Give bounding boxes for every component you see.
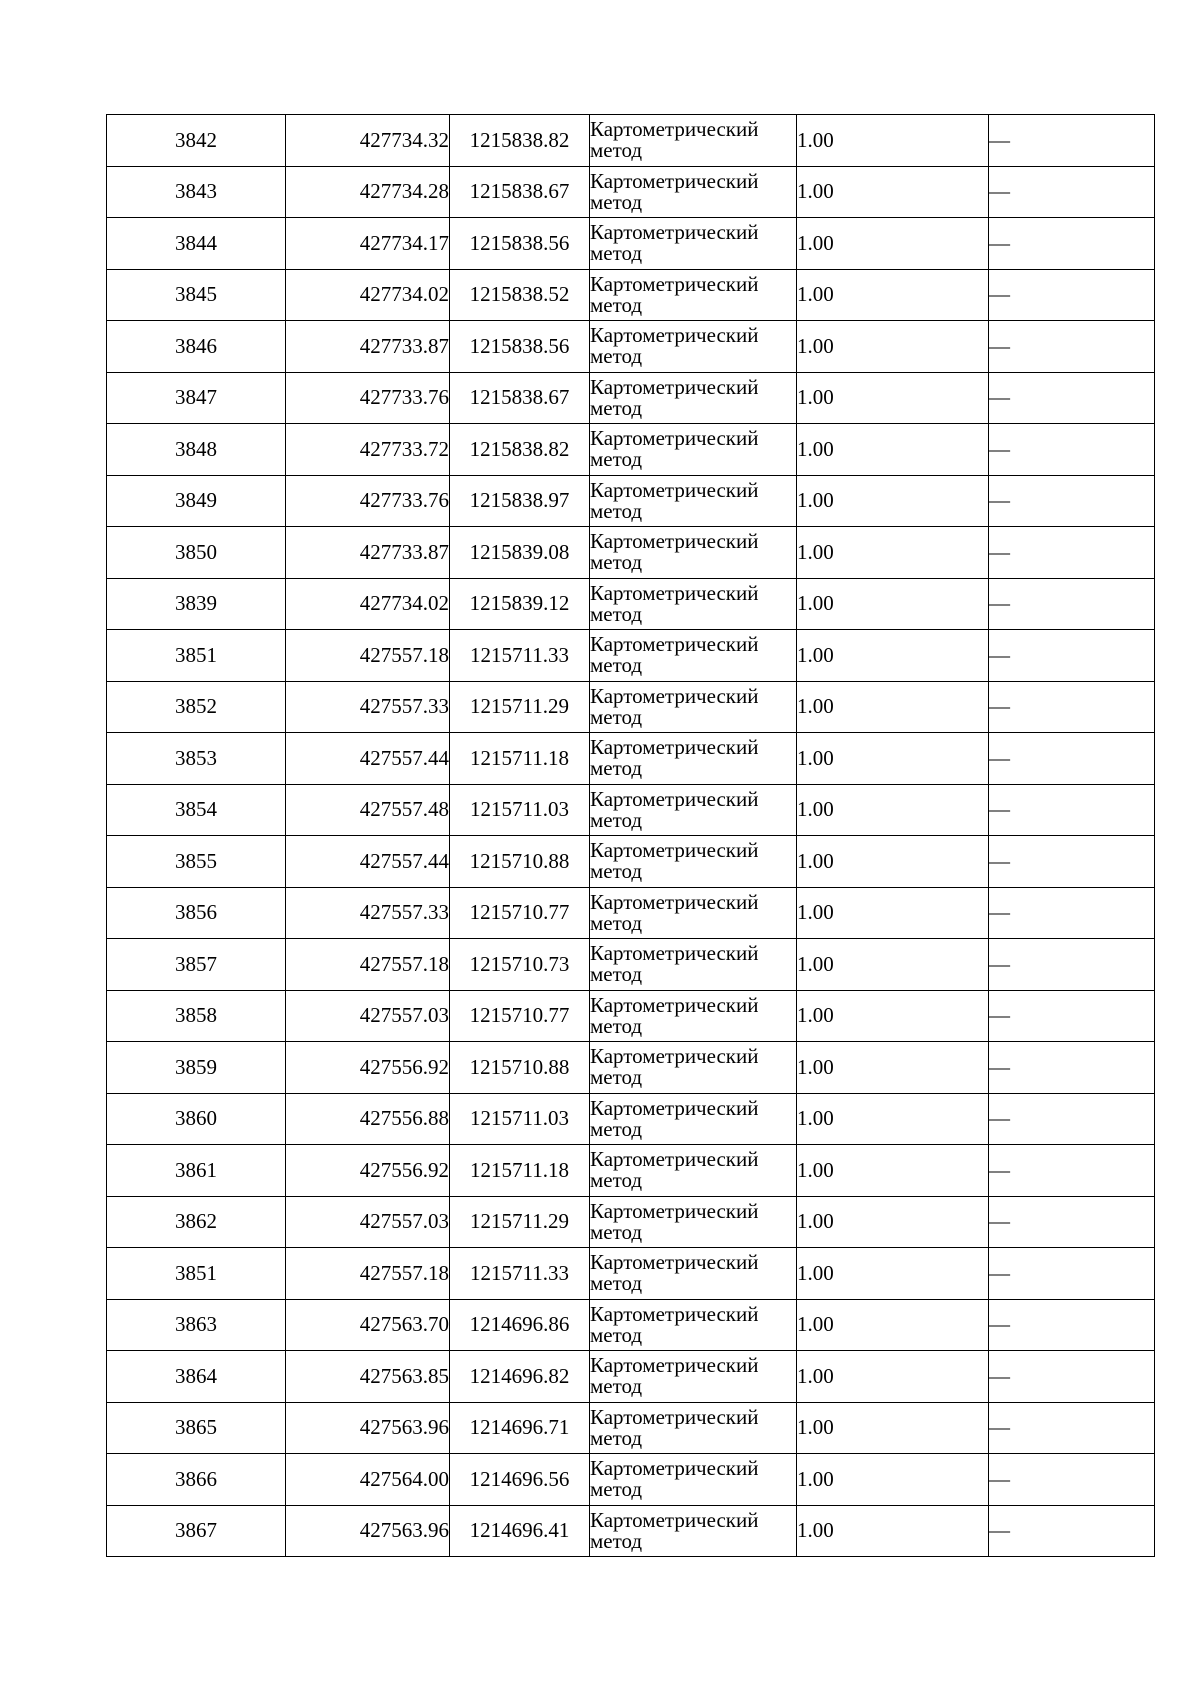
description-cell: — (989, 1505, 1155, 1557)
method-cell (590, 372, 797, 424)
method-cell (590, 1042, 797, 1094)
method-line-2: метод (590, 859, 643, 884)
method-cell (590, 1196, 797, 1248)
y-coordinate-cell: 1215711.33 (450, 1248, 590, 1300)
method-cell (590, 1402, 797, 1454)
description-cell: — (989, 681, 1155, 733)
point-number-cell: 3846 (107, 321, 286, 373)
point-number-cell: 3848 (107, 424, 286, 476)
method-line-1: Картометрический (590, 426, 759, 451)
method-line-1: Картометрический (590, 889, 759, 914)
description-cell: — (989, 1351, 1155, 1403)
table-row (107, 784, 1155, 836)
accuracy-cell: 1.00 (797, 115, 989, 167)
method-cell (590, 1299, 797, 1351)
y-coordinate-cell: 1215710.88 (450, 836, 590, 888)
y-coordinate-cell: 1214696.71 (450, 1402, 590, 1454)
y-coordinate-cell: 1215711.18 (450, 1145, 590, 1197)
table-row (107, 166, 1155, 218)
accuracy-cell: 1.00 (797, 887, 989, 939)
x-coordinate-cell: 427563.70 (286, 1299, 450, 1351)
description-cell: — (989, 115, 1155, 167)
point-number-cell: 3842 (107, 115, 286, 167)
description-cell: — (989, 887, 1155, 939)
method-cell (590, 630, 797, 682)
coordinates-table-body (107, 115, 1155, 1557)
description-cell: — (989, 269, 1155, 321)
method-cell (590, 681, 797, 733)
point-number-cell: 3861 (107, 1145, 286, 1197)
table-row (107, 475, 1155, 527)
x-coordinate-cell: 427734.32 (286, 115, 450, 167)
x-coordinate-cell: 427557.44 (286, 836, 450, 888)
point-number-cell: 3851 (107, 1248, 286, 1300)
accuracy-cell: 1.00 (797, 1093, 989, 1145)
point-number-cell: 3847 (107, 372, 286, 424)
accuracy-cell: 1.00 (797, 1299, 989, 1351)
method-line-1: Картометрический (590, 1147, 759, 1172)
method-line-2: метод (590, 550, 643, 575)
x-coordinate-cell: 427563.85 (286, 1351, 450, 1403)
accuracy-cell: 1.00 (797, 372, 989, 424)
description-cell: — (989, 527, 1155, 579)
method-cell (590, 836, 797, 888)
description-cell: — (989, 1299, 1155, 1351)
description-cell: — (989, 990, 1155, 1042)
accuracy-cell: 1.00 (797, 1196, 989, 1248)
x-coordinate-cell: 427734.02 (286, 578, 450, 630)
x-coordinate-cell: 427557.03 (286, 990, 450, 1042)
x-coordinate-cell: 427557.18 (286, 939, 450, 991)
x-coordinate-cell: 427557.33 (286, 887, 450, 939)
method-line-1: Картометрический (590, 529, 759, 554)
method-line-1: Картометрический (590, 220, 759, 245)
point-number-cell: 3843 (107, 166, 286, 218)
accuracy-cell: 1.00 (797, 990, 989, 1042)
accuracy-cell: 1.00 (797, 578, 989, 630)
method-line-1: Картометрический (590, 941, 759, 966)
table-row (107, 321, 1155, 373)
y-coordinate-cell: 1215711.33 (450, 630, 590, 682)
method-line-1: Картометрический (590, 632, 759, 657)
method-line-1: Картометрический (590, 1353, 759, 1378)
x-coordinate-cell: 427556.88 (286, 1093, 450, 1145)
point-number-cell: 3862 (107, 1196, 286, 1248)
method-cell (590, 1145, 797, 1197)
x-coordinate-cell: 427733.76 (286, 372, 450, 424)
accuracy-cell: 1.00 (797, 939, 989, 991)
x-coordinate-cell: 427734.02 (286, 269, 450, 321)
method-cell (590, 1351, 797, 1403)
x-coordinate-cell: 427733.87 (286, 527, 450, 579)
y-coordinate-cell: 1215711.03 (450, 784, 590, 836)
y-coordinate-cell: 1215838.82 (450, 424, 590, 476)
x-coordinate-cell: 427557.18 (286, 630, 450, 682)
point-number-cell: 3855 (107, 836, 286, 888)
y-coordinate-cell: 1215711.03 (450, 1093, 590, 1145)
x-coordinate-cell: 427556.92 (286, 1145, 450, 1197)
accuracy-cell: 1.00 (797, 321, 989, 373)
method-line-1: Картометрический (590, 1404, 759, 1429)
x-coordinate-cell: 427564.00 (286, 1454, 450, 1506)
x-coordinate-cell: 427557.44 (286, 733, 450, 785)
method-line-1: Картометрический (590, 786, 759, 811)
method-line-1: Картометрический (590, 1301, 759, 1326)
table-row (107, 527, 1155, 579)
y-coordinate-cell: 1215839.12 (450, 578, 590, 630)
method-line-2: метод (590, 1116, 643, 1141)
method-line-1: Картометрический (590, 1095, 759, 1120)
description-cell: — (989, 372, 1155, 424)
method-line-2: метод (590, 189, 643, 214)
method-line-2: метод (590, 1322, 643, 1347)
method-line-2: метод (590, 1219, 643, 1244)
point-number-cell: 3867 (107, 1505, 286, 1557)
table-row (107, 1042, 1155, 1094)
y-coordinate-cell: 1215839.08 (450, 527, 590, 579)
description-cell: — (989, 1042, 1155, 1094)
method-line-1: Картометрический (590, 1507, 759, 1532)
description-cell: — (989, 1402, 1155, 1454)
y-coordinate-cell: 1215711.18 (450, 733, 590, 785)
method-line-2: метод (590, 395, 643, 420)
point-number-cell: 3854 (107, 784, 286, 836)
accuracy-cell: 1.00 (797, 1351, 989, 1403)
point-number-cell: 3844 (107, 218, 286, 270)
table-row (107, 218, 1155, 270)
method-line-2: метод (590, 910, 643, 935)
table-row (107, 372, 1155, 424)
method-line-1: Картометрический (590, 117, 759, 142)
description-cell: — (989, 733, 1155, 785)
accuracy-cell: 1.00 (797, 1248, 989, 1300)
coordinates-table (106, 114, 1155, 1557)
table-row (107, 1299, 1155, 1351)
point-number-cell: 3860 (107, 1093, 286, 1145)
y-coordinate-cell: 1215838.97 (450, 475, 590, 527)
point-number-cell: 3864 (107, 1351, 286, 1403)
method-line-2: метод (590, 1013, 643, 1038)
method-line-2: метод (590, 601, 643, 626)
point-number-cell: 3849 (107, 475, 286, 527)
method-line-2: метод (590, 1374, 643, 1399)
x-coordinate-cell: 427557.03 (286, 1196, 450, 1248)
method-line-2: метод (590, 447, 643, 472)
point-number-cell: 3853 (107, 733, 286, 785)
x-coordinate-cell: 427563.96 (286, 1402, 450, 1454)
method-line-1: Картометрический (590, 374, 759, 399)
table-row (107, 630, 1155, 682)
method-cell (590, 166, 797, 218)
method-cell (590, 939, 797, 991)
point-number-cell: 3857 (107, 939, 286, 991)
method-cell (590, 887, 797, 939)
method-line-1: Картометрический (590, 683, 759, 708)
description-cell: — (989, 424, 1155, 476)
method-cell (590, 115, 797, 167)
table-row (107, 269, 1155, 321)
method-line-2: метод (590, 138, 643, 163)
method-cell (590, 1505, 797, 1557)
point-number-cell: 3856 (107, 887, 286, 939)
table-row (107, 939, 1155, 991)
y-coordinate-cell: 1215710.88 (450, 1042, 590, 1094)
method-cell (590, 527, 797, 579)
method-line-2: метод (590, 653, 643, 678)
method-cell (590, 990, 797, 1042)
y-coordinate-cell: 1214696.56 (450, 1454, 590, 1506)
description-cell: — (989, 321, 1155, 373)
table-row (107, 990, 1155, 1042)
description-cell: — (989, 1454, 1155, 1506)
point-number-cell: 3863 (107, 1299, 286, 1351)
method-cell (590, 475, 797, 527)
x-coordinate-cell: 427733.76 (286, 475, 450, 527)
x-coordinate-cell: 427557.48 (286, 784, 450, 836)
accuracy-cell: 1.00 (797, 424, 989, 476)
point-number-cell: 3858 (107, 990, 286, 1042)
point-number-cell: 3850 (107, 527, 286, 579)
method-line-2: метод (590, 241, 643, 266)
y-coordinate-cell: 1214696.82 (450, 1351, 590, 1403)
accuracy-cell: 1.00 (797, 784, 989, 836)
accuracy-cell: 1.00 (797, 1402, 989, 1454)
y-coordinate-cell: 1215710.77 (450, 887, 590, 939)
y-coordinate-cell: 1215838.67 (450, 372, 590, 424)
y-coordinate-cell: 1215711.29 (450, 1196, 590, 1248)
description-cell: — (989, 475, 1155, 527)
method-line-2: метод (590, 344, 643, 369)
method-line-1: Картометрический (590, 992, 759, 1017)
method-line-2: метод (590, 498, 643, 523)
y-coordinate-cell: 1215838.56 (450, 218, 590, 270)
x-coordinate-cell: 427734.17 (286, 218, 450, 270)
table-row (107, 1402, 1155, 1454)
description-cell: — (989, 939, 1155, 991)
description-cell: — (989, 836, 1155, 888)
y-coordinate-cell: 1214696.41 (450, 1505, 590, 1557)
table-row (107, 836, 1155, 888)
method-line-2: метод (590, 807, 643, 832)
method-line-2: метод (590, 1477, 643, 1502)
method-cell (590, 1454, 797, 1506)
method-line-1: Картометрический (590, 1198, 759, 1223)
point-number-cell: 3839 (107, 578, 286, 630)
description-cell: — (989, 1196, 1155, 1248)
y-coordinate-cell: 1214696.86 (450, 1299, 590, 1351)
description-cell: — (989, 1145, 1155, 1197)
y-coordinate-cell: 1215838.52 (450, 269, 590, 321)
method-cell (590, 424, 797, 476)
table-row (107, 1248, 1155, 1300)
method-line-1: Картометрический (590, 580, 759, 605)
method-cell (590, 321, 797, 373)
method-line-1: Картометрический (590, 271, 759, 296)
point-number-cell: 3859 (107, 1042, 286, 1094)
x-coordinate-cell: 427733.72 (286, 424, 450, 476)
table-row (107, 424, 1155, 476)
method-line-2: метод (590, 1168, 643, 1193)
point-number-cell: 3851 (107, 630, 286, 682)
table-row (107, 1093, 1155, 1145)
accuracy-cell: 1.00 (797, 166, 989, 218)
method-line-2: метод (590, 704, 643, 729)
table-row (107, 1454, 1155, 1506)
point-number-cell: 3865 (107, 1402, 286, 1454)
method-cell (590, 733, 797, 785)
method-line-2: метод (590, 756, 643, 781)
point-number-cell: 3852 (107, 681, 286, 733)
x-coordinate-cell: 427734.28 (286, 166, 450, 218)
table-row (107, 887, 1155, 939)
description-cell: — (989, 1248, 1155, 1300)
point-number-cell: 3845 (107, 269, 286, 321)
method-line-1: Картометрический (590, 735, 759, 760)
table-row (107, 681, 1155, 733)
method-line-1: Картометрический (590, 477, 759, 502)
method-line-2: метод (590, 1271, 643, 1296)
accuracy-cell: 1.00 (797, 1505, 989, 1557)
accuracy-cell: 1.00 (797, 836, 989, 888)
accuracy-cell: 1.00 (797, 1454, 989, 1506)
method-cell (590, 1248, 797, 1300)
method-line-1: Картометрический (590, 1456, 759, 1481)
description-cell: — (989, 784, 1155, 836)
description-cell: — (989, 166, 1155, 218)
method-cell (590, 578, 797, 630)
method-line-2: метод (590, 1528, 643, 1553)
table-row (107, 1145, 1155, 1197)
accuracy-cell: 1.00 (797, 218, 989, 270)
table-row (107, 1196, 1155, 1248)
method-line-2: метод (590, 1065, 643, 1090)
method-cell (590, 784, 797, 836)
accuracy-cell: 1.00 (797, 269, 989, 321)
description-cell: — (989, 578, 1155, 630)
point-number-cell: 3866 (107, 1454, 286, 1506)
method-line-2: метод (590, 292, 643, 317)
y-coordinate-cell: 1215838.67 (450, 166, 590, 218)
accuracy-cell: 1.00 (797, 733, 989, 785)
x-coordinate-cell: 427556.92 (286, 1042, 450, 1094)
method-line-2: метод (590, 962, 643, 987)
table-row (107, 1351, 1155, 1403)
y-coordinate-cell: 1215710.77 (450, 990, 590, 1042)
y-coordinate-cell: 1215838.82 (450, 115, 590, 167)
table-row (107, 733, 1155, 785)
method-line-1: Картометрический (590, 323, 759, 348)
accuracy-cell: 1.00 (797, 630, 989, 682)
accuracy-cell: 1.00 (797, 681, 989, 733)
method-cell (590, 218, 797, 270)
accuracy-cell: 1.00 (797, 475, 989, 527)
method-line-2: метод (590, 1425, 643, 1450)
description-cell: — (989, 1093, 1155, 1145)
method-line-1: Картометрический (590, 1044, 759, 1069)
x-coordinate-cell: 427563.96 (286, 1505, 450, 1557)
accuracy-cell: 1.00 (797, 1042, 989, 1094)
table-row (107, 115, 1155, 167)
accuracy-cell: 1.00 (797, 1145, 989, 1197)
method-line-1: Картометрический (590, 838, 759, 863)
x-coordinate-cell: 427557.18 (286, 1248, 450, 1300)
table-row (107, 1505, 1155, 1557)
y-coordinate-cell: 1215838.56 (450, 321, 590, 373)
method-line-1: Картометрический (590, 168, 759, 193)
description-cell: — (989, 218, 1155, 270)
description-cell: — (989, 630, 1155, 682)
y-coordinate-cell: 1215711.29 (450, 681, 590, 733)
method-line-1: Картометрический (590, 1250, 759, 1275)
table-row (107, 578, 1155, 630)
accuracy-cell: 1.00 (797, 527, 989, 579)
method-cell (590, 1093, 797, 1145)
y-coordinate-cell: 1215710.73 (450, 939, 590, 991)
method-cell (590, 269, 797, 321)
x-coordinate-cell: 427733.87 (286, 321, 450, 373)
x-coordinate-cell: 427557.33 (286, 681, 450, 733)
